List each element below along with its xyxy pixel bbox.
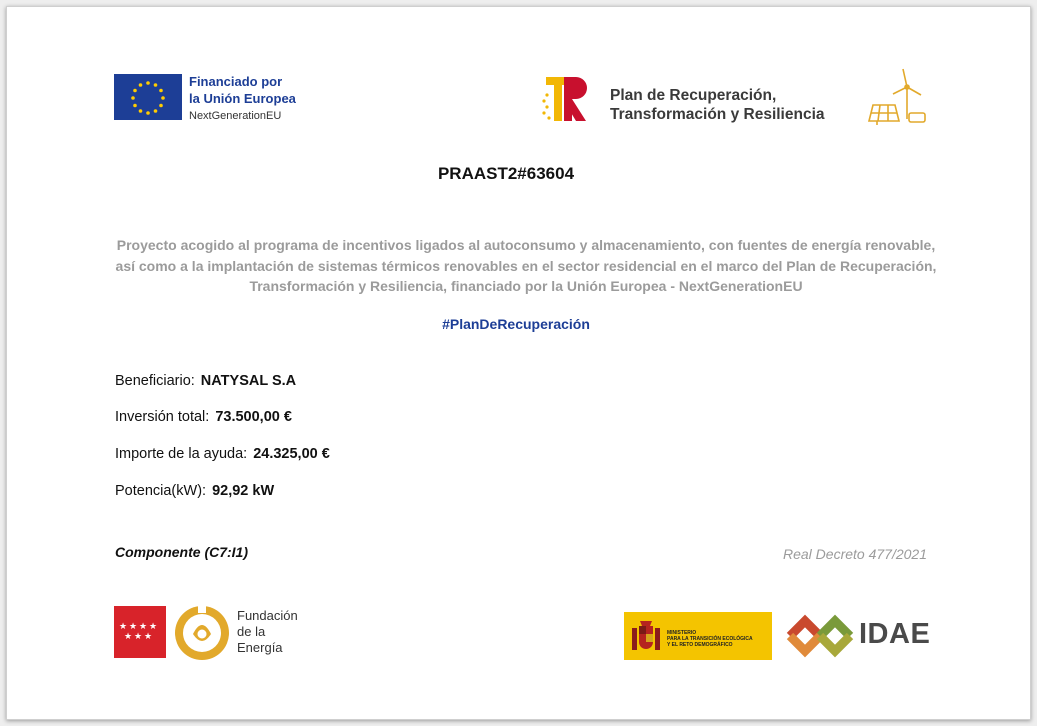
fundacion-line2: de la bbox=[237, 624, 266, 639]
plan-recuperacion-logo bbox=[538, 73, 592, 123]
comunidad-madrid-logo bbox=[114, 606, 166, 658]
certificate-card bbox=[6, 6, 1031, 720]
plan-line2: Transformación y Resiliencia bbox=[610, 106, 825, 123]
ministerio-logo bbox=[624, 612, 772, 660]
real-decreto-label: Real Decreto 477/2021 bbox=[783, 546, 927, 562]
ministerio-line2: PARA LA TRANSICIÓN ECOLÓGICA bbox=[667, 636, 753, 642]
idae-logo-mark bbox=[784, 611, 856, 661]
eu-line1: Financiado por bbox=[189, 74, 283, 89]
field-potencia bbox=[115, 483, 274, 499]
idae-wordmark: IDAE bbox=[859, 618, 931, 650]
svg-text:★: ★ bbox=[149, 622, 158, 632]
hashtag: #PlanDeRecuperación bbox=[442, 316, 590, 332]
field-importe-value: 24.325,00 € bbox=[253, 446, 330, 462]
field-potencia-value: 92,92 kW bbox=[212, 483, 275, 499]
plan-line1: Plan de Recuperación, bbox=[610, 87, 777, 104]
field-inversion-value: 73.500,00 € bbox=[215, 409, 292, 425]
fundacion-line3: Energía bbox=[237, 640, 283, 655]
project-description: Proyecto acogido al programa de incentivos ligados al autoconsumo y almacenamiento, con fuentes de energía renovable, así como a la implantación de sistemas térmicos renovables en el sector residencial en el marco del Plan de Recuperación, Transformación y Resiliencia, financiado por la Unión Europea - NextGenerationEU bbox=[115, 237, 937, 294]
fundacion-line1: Fundación bbox=[237, 608, 298, 623]
field-potencia-label: Potencia(kW): bbox=[115, 483, 207, 499]
ministerio-line1: MINISTERIO bbox=[667, 630, 697, 636]
project-code: PRAAST2#63604 bbox=[437, 164, 575, 183]
svg-text:★: ★ bbox=[119, 622, 128, 632]
componente-label: Componente (C7:I1) bbox=[115, 544, 248, 560]
eu-flag-logo bbox=[114, 74, 182, 120]
coat-of-arms-icon bbox=[630, 620, 662, 654]
field-inversion bbox=[115, 409, 292, 425]
fundacion-energia-logo bbox=[173, 604, 231, 662]
svg-text:★: ★ bbox=[139, 622, 148, 632]
field-beneficiario-value: NATYSAL S.A bbox=[200, 373, 297, 389]
svg-text:★: ★ bbox=[134, 632, 143, 642]
field-importe-label: Importe de la ayuda: bbox=[115, 446, 248, 462]
field-inversion-label: Inversión total: bbox=[115, 409, 210, 425]
plan-recuperacion-text bbox=[610, 86, 825, 124]
eu-financing-text bbox=[189, 73, 296, 125]
field-beneficiario-label: Beneficiario: bbox=[115, 373, 195, 389]
field-beneficiario bbox=[115, 373, 296, 389]
eu-line3: NextGenerationEU bbox=[189, 110, 282, 122]
wind-solar-icon bbox=[867, 67, 929, 127]
svg-text:★: ★ bbox=[144, 632, 153, 642]
ministerio-text bbox=[667, 630, 753, 648]
svg-text:★: ★ bbox=[124, 632, 133, 642]
fundacion-energia-text bbox=[237, 608, 298, 656]
svg-text:★: ★ bbox=[129, 622, 138, 632]
field-importe bbox=[115, 446, 330, 462]
eu-line2: la Unión Europea bbox=[189, 91, 296, 106]
ministerio-line3: Y EL RETO DEMOGRÁFICO bbox=[667, 642, 733, 648]
